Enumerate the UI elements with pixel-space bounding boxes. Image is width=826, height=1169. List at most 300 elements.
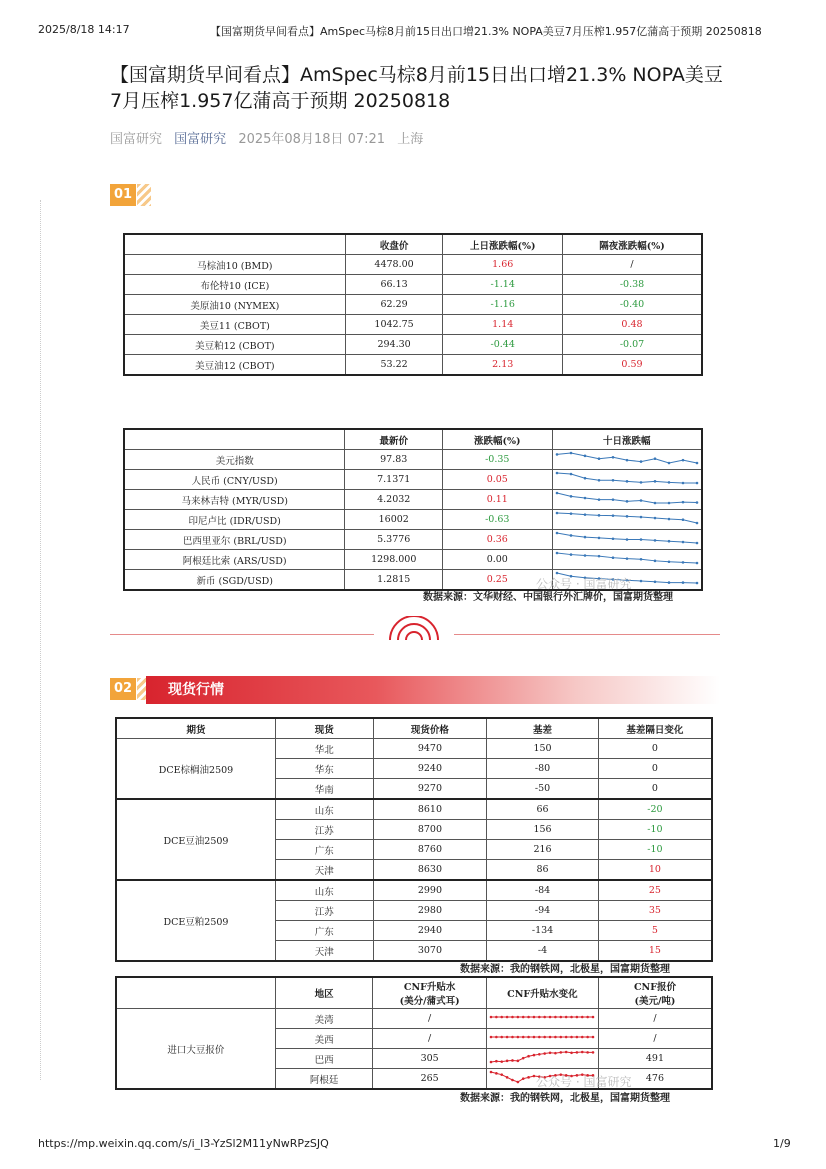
pct-change: -0.35 bbox=[443, 450, 552, 470]
article-title: 【国富期货早间看点】AmSpec马棕8月前15日出口增21.3% NOPA美豆7月压榨1.957亿蒲高于预期 20250818 bbox=[110, 64, 723, 112]
sparkline-point bbox=[576, 1036, 579, 1039]
basis-change: 35 bbox=[598, 901, 712, 921]
sparkline-point bbox=[571, 1036, 574, 1039]
sparkline-path bbox=[557, 453, 697, 463]
col-header: 上日涨跌幅(%) bbox=[443, 234, 563, 255]
sparkline-point bbox=[667, 462, 670, 465]
cnf-premium: / bbox=[373, 1029, 487, 1049]
ten-day-sparkline bbox=[554, 490, 700, 506]
col-header: 现货价格 bbox=[373, 718, 487, 739]
overnight-change: 0.48 bbox=[563, 315, 703, 335]
spot-price: 9470 bbox=[373, 739, 487, 759]
table-row bbox=[116, 880, 712, 901]
sparkline-point bbox=[565, 1051, 568, 1054]
cnf-premium: 305 bbox=[373, 1049, 487, 1069]
sparkline-point bbox=[653, 502, 656, 505]
ten-day-sparkline bbox=[554, 550, 700, 566]
divider-right bbox=[454, 634, 720, 635]
spot-region: 山东 bbox=[275, 799, 373, 820]
instrument-name: 美原油10 (NYMEX) bbox=[124, 295, 345, 315]
col-header bbox=[124, 234, 345, 255]
spot-price: 2940 bbox=[373, 921, 487, 941]
sparkline-point bbox=[597, 479, 600, 482]
sparkline-point bbox=[611, 556, 614, 559]
close-price: 4478.00 bbox=[345, 255, 443, 275]
instrument-name: 美豆油12 (CBOT) bbox=[124, 355, 345, 376]
sparkline-point bbox=[639, 499, 642, 502]
spot-price: 9240 bbox=[373, 759, 487, 779]
currency-name: 美元指数 bbox=[124, 450, 345, 470]
basis-change: 0 bbox=[598, 759, 712, 779]
cnf-premium: 265 bbox=[373, 1069, 487, 1090]
sparkline-point bbox=[653, 517, 656, 520]
sparkline-point bbox=[506, 1016, 509, 1019]
col-header bbox=[124, 429, 345, 450]
spot-region: 山东 bbox=[275, 880, 373, 901]
sparkline-point bbox=[587, 1016, 590, 1019]
cnf-change-sparkline bbox=[488, 1009, 596, 1025]
spot-price: 8700 bbox=[373, 820, 487, 840]
col-header: CNF升贴水变化 bbox=[486, 977, 598, 1009]
sparkline-point bbox=[544, 1052, 547, 1055]
sparkline-point bbox=[611, 479, 614, 482]
overnight-change: -0.07 bbox=[563, 335, 703, 355]
sparkline-point bbox=[583, 497, 586, 500]
sparkline-point bbox=[495, 1060, 498, 1063]
pct-change: 0.00 bbox=[443, 550, 552, 570]
table-row bbox=[124, 355, 702, 376]
latest-price: 1.2815 bbox=[345, 570, 443, 591]
pct-change: -0.63 bbox=[443, 510, 552, 530]
sparkline-point bbox=[592, 1036, 595, 1039]
currency-name: 新币 (SGD/USD) bbox=[124, 570, 345, 591]
sparkline-point bbox=[667, 481, 670, 484]
basis-change: 5 bbox=[598, 921, 712, 941]
section-02-badge: 02 bbox=[110, 678, 136, 700]
basis: 66 bbox=[487, 799, 599, 820]
sparkline-point bbox=[528, 1055, 531, 1058]
section-01-badge: 01 bbox=[110, 184, 136, 206]
spot-table bbox=[115, 717, 713, 962]
sparkline-point bbox=[555, 472, 558, 475]
sparkline-point bbox=[549, 1036, 552, 1039]
ten-day-sparkline-cell bbox=[552, 490, 702, 510]
col-header: 现货 bbox=[275, 718, 373, 739]
spot-region: 天津 bbox=[275, 941, 373, 962]
watermark: 公众号 · 国富研究 bbox=[536, 577, 632, 591]
table-row bbox=[124, 530, 702, 550]
sparkline-point bbox=[555, 512, 558, 515]
sparkline-path bbox=[557, 533, 697, 543]
futures-contract: DCE豆粕2509 bbox=[116, 880, 275, 961]
sparkline-point bbox=[569, 553, 572, 556]
sparkline-point bbox=[569, 473, 572, 476]
sparkline-point bbox=[695, 501, 698, 504]
print-datetime: 2025/8/18 14:17 bbox=[38, 23, 130, 36]
ten-day-sparkline bbox=[554, 530, 700, 546]
sparkline-point bbox=[587, 1051, 590, 1054]
divider-left bbox=[110, 634, 374, 635]
prev-day-change: 1.14 bbox=[443, 315, 563, 335]
spot-price: 2990 bbox=[373, 880, 487, 901]
sparkline-point bbox=[555, 552, 558, 555]
table-row bbox=[124, 295, 702, 315]
sparkline-point bbox=[569, 512, 572, 515]
sparkline-point bbox=[560, 1036, 563, 1039]
sparkline-point bbox=[501, 1073, 504, 1076]
sparkline-point bbox=[549, 1016, 552, 1019]
sparkline-point bbox=[681, 459, 684, 462]
author: 国富研究 bbox=[110, 132, 163, 147]
section-01-stripe bbox=[137, 184, 151, 206]
latest-price: 7.1371 bbox=[345, 470, 443, 490]
ten-day-sparkline-cell bbox=[552, 450, 702, 470]
spot-region: 天津 bbox=[275, 860, 373, 881]
basis-change: 0 bbox=[598, 739, 712, 759]
sparkline-point bbox=[611, 514, 614, 517]
sparkline-point bbox=[560, 1016, 563, 1019]
pct-change: 0.11 bbox=[443, 490, 552, 510]
spot-price: 8610 bbox=[373, 799, 487, 820]
prev-day-change: -1.16 bbox=[443, 295, 563, 315]
sparkline-point bbox=[490, 1061, 493, 1064]
sparkline-point bbox=[625, 538, 628, 541]
sparkline-point bbox=[587, 1036, 590, 1039]
col-header bbox=[373, 977, 487, 1009]
divider-ornament-icon bbox=[386, 616, 442, 640]
instrument-name: 美豆11 (CBOT) bbox=[124, 315, 345, 335]
sparkline-point bbox=[569, 534, 572, 537]
col-header: 基差 bbox=[487, 718, 599, 739]
sparkline-point bbox=[667, 518, 670, 521]
data-source-3: 数据来源：我的钢铁网，北极星，国富期货整理 bbox=[460, 1093, 670, 1104]
col-header-line2: (美元/吨) bbox=[634, 996, 676, 1007]
currency-name: 人民币 (CNY/USD) bbox=[124, 470, 345, 490]
sparkline-point bbox=[681, 541, 684, 544]
sparkline-point bbox=[555, 492, 558, 495]
sparkline-point bbox=[667, 581, 670, 584]
col-header: 十日涨跌幅 bbox=[552, 429, 702, 450]
sparkline-point bbox=[555, 572, 558, 575]
spot-region: 华东 bbox=[275, 759, 373, 779]
basis-change: 0 bbox=[598, 779, 712, 800]
cnf-change-sparkline-cell bbox=[486, 1049, 598, 1069]
sparkline-point bbox=[490, 1036, 493, 1039]
spot-region: 江苏 bbox=[275, 820, 373, 840]
sparkline-point bbox=[555, 1052, 558, 1055]
cnf-change-sparkline bbox=[488, 1029, 596, 1045]
sparkline-point bbox=[565, 1016, 568, 1019]
basis: -84 bbox=[487, 880, 599, 901]
sparkline-point bbox=[592, 1051, 595, 1054]
sparkline-point bbox=[592, 1016, 595, 1019]
col-header-empty bbox=[116, 977, 275, 1009]
table-row bbox=[124, 510, 702, 530]
instrument-name: 布伦特10 (ICE) bbox=[124, 275, 345, 295]
sparkline-point bbox=[597, 555, 600, 558]
col-header: 隔夜涨跌幅(%) bbox=[563, 234, 703, 255]
sparkline-point bbox=[571, 1051, 574, 1054]
sparkline-point bbox=[681, 501, 684, 504]
basis: -94 bbox=[487, 901, 599, 921]
sparkline-point bbox=[681, 518, 684, 521]
close-price: 294.30 bbox=[345, 335, 443, 355]
left-guide-line bbox=[40, 200, 42, 1080]
sparkline-point bbox=[571, 1016, 574, 1019]
futures-contract: DCE豆油2509 bbox=[116, 799, 275, 880]
spot-region: 华南 bbox=[275, 779, 373, 800]
sparkline-point bbox=[565, 1036, 568, 1039]
sparkline-point bbox=[625, 500, 628, 503]
sparkline-point bbox=[569, 452, 572, 455]
sparkline-point bbox=[560, 1051, 563, 1054]
sparkline-point bbox=[501, 1016, 504, 1019]
table-row bbox=[116, 739, 712, 759]
basis-change: -20 bbox=[598, 799, 712, 820]
col-header: 期货 bbox=[116, 718, 275, 739]
sparkline-point bbox=[538, 1016, 541, 1019]
sparkline-point bbox=[625, 557, 628, 560]
sparkline-point bbox=[581, 1036, 584, 1039]
col-header bbox=[598, 977, 712, 1009]
table-row bbox=[116, 1009, 712, 1029]
sparkline-point bbox=[639, 580, 642, 583]
sparkline-point bbox=[569, 495, 572, 498]
sparkline-point bbox=[597, 498, 600, 501]
close-price: 62.29 bbox=[345, 295, 443, 315]
sparkline-point bbox=[695, 482, 698, 485]
article-meta bbox=[110, 128, 423, 147]
prev-day-change: 1.66 bbox=[443, 255, 563, 275]
quote-group: 进口大豆报价 bbox=[116, 1009, 275, 1090]
latest-price: 97.83 bbox=[345, 450, 443, 470]
table-row bbox=[124, 550, 702, 570]
basis: -134 bbox=[487, 921, 599, 941]
region: 阿根廷 bbox=[275, 1069, 373, 1090]
sparkline-point bbox=[522, 1016, 525, 1019]
basis: 150 bbox=[487, 739, 599, 759]
basis-change: 25 bbox=[598, 880, 712, 901]
sparkline-point bbox=[544, 1016, 547, 1019]
sparkline-point bbox=[695, 562, 698, 565]
sparkline-point bbox=[533, 1016, 536, 1019]
sparkline-point bbox=[667, 540, 670, 543]
currency-name: 阿根廷比索 (ARS/USD) bbox=[124, 550, 345, 570]
col-header-line1: CNF报价 bbox=[633, 982, 676, 993]
cnf-change-sparkline bbox=[488, 1049, 596, 1065]
prev-day-change: -1.14 bbox=[443, 275, 563, 295]
sparkline-point bbox=[533, 1054, 536, 1057]
latest-price: 1298.000 bbox=[345, 550, 443, 570]
sparkline-point bbox=[625, 515, 628, 518]
sparkline-point bbox=[653, 457, 656, 460]
basis-change: 10 bbox=[598, 860, 712, 881]
sparkline-point bbox=[639, 460, 642, 463]
overnight-change: -0.40 bbox=[563, 295, 703, 315]
sparkline-point bbox=[512, 1036, 515, 1039]
sparkline-point bbox=[583, 536, 586, 539]
sparkline-point bbox=[597, 514, 600, 517]
sparkline-point bbox=[501, 1036, 504, 1039]
spot-region: 广东 bbox=[275, 840, 373, 860]
sparkline-point bbox=[538, 1036, 541, 1039]
cnf-price: 476 bbox=[598, 1069, 712, 1090]
data-source-1: 数据来源：文华财经、中国银行外汇牌价，国富期货整理 bbox=[423, 592, 673, 603]
sparkline-point bbox=[639, 516, 642, 519]
col-header-line1: CNF升贴水 bbox=[403, 982, 456, 993]
sparkline-point bbox=[639, 538, 642, 541]
sparkline-point bbox=[625, 480, 628, 483]
sparkline-point bbox=[583, 513, 586, 516]
basis: -50 bbox=[487, 779, 599, 800]
cnf-change-sparkline-cell bbox=[486, 1029, 598, 1049]
latest-price: 16002 bbox=[345, 510, 443, 530]
sparkline-point bbox=[667, 502, 670, 505]
sparkline-point bbox=[695, 582, 698, 585]
sparkline-point bbox=[695, 462, 698, 465]
basis-change: -10 bbox=[598, 820, 712, 840]
section-02-title: 现货行情 bbox=[168, 682, 224, 698]
close-price: 53.22 bbox=[345, 355, 443, 376]
sparkline-point bbox=[522, 1057, 525, 1060]
basis-change: 15 bbox=[598, 941, 712, 962]
sparkline-point bbox=[506, 1060, 509, 1063]
sparkline-point bbox=[653, 581, 656, 584]
pct-change: 0.36 bbox=[443, 530, 552, 550]
cnf-price: / bbox=[598, 1009, 712, 1029]
currency-name: 马来林吉特 (MYR/USD) bbox=[124, 490, 345, 510]
spot-region: 江苏 bbox=[275, 901, 373, 921]
latest-price: 5.3776 bbox=[345, 530, 443, 550]
col-header: 涨跌幅(%) bbox=[443, 429, 552, 450]
sparkline-point bbox=[533, 1036, 536, 1039]
close-price: 66.13 bbox=[345, 275, 443, 295]
fx-table bbox=[123, 428, 703, 591]
sparkline-point bbox=[597, 457, 600, 460]
sparkline-point bbox=[667, 560, 670, 563]
prev-day-change: -0.44 bbox=[443, 335, 563, 355]
overnight-change: -0.38 bbox=[563, 275, 703, 295]
table-row bbox=[124, 315, 702, 335]
basis: -4 bbox=[487, 941, 599, 962]
page-number: 1/9 bbox=[773, 1137, 791, 1150]
region: 美湾 bbox=[275, 1009, 373, 1029]
ten-day-sparkline bbox=[554, 450, 700, 466]
sparkline-point bbox=[611, 537, 614, 540]
table-row bbox=[124, 450, 702, 470]
sparkline-point bbox=[517, 1081, 520, 1084]
instrument-name: 马棕油10 (BMD) bbox=[124, 255, 345, 275]
basis: 216 bbox=[487, 840, 599, 860]
sparkline-point bbox=[522, 1036, 525, 1039]
ten-day-sparkline bbox=[554, 510, 700, 526]
ten-day-sparkline-cell bbox=[552, 510, 702, 530]
spot-price: 8760 bbox=[373, 840, 487, 860]
publish-location: 上海 bbox=[397, 132, 424, 147]
ten-day-sparkline-cell bbox=[552, 530, 702, 550]
pct-change: 0.25 bbox=[443, 570, 552, 591]
sparkline-point bbox=[512, 1079, 515, 1082]
col-header: 基差隔日变化 bbox=[598, 718, 712, 739]
table-row bbox=[124, 335, 702, 355]
page-url[interactable]: https://mp.weixin.qq.com/s/i_I3-YzSl2M11yNwRPzSJQ bbox=[38, 1137, 329, 1150]
sparkline-point bbox=[681, 561, 684, 564]
currency-name: 印尼卢比 (IDR/USD) bbox=[124, 510, 345, 530]
sparkline-point bbox=[495, 1016, 498, 1019]
sparkline-path bbox=[557, 513, 697, 523]
sparkline-point bbox=[522, 1077, 525, 1080]
prev-day-change: 2.13 bbox=[443, 355, 563, 376]
overnight-change: 0.59 bbox=[563, 355, 703, 376]
cnf-price: 491 bbox=[598, 1049, 712, 1069]
sparkline-point bbox=[528, 1076, 531, 1079]
sparkline-point bbox=[555, 532, 558, 535]
sparkline-point bbox=[495, 1036, 498, 1039]
basis: -80 bbox=[487, 759, 599, 779]
account-link[interactable]: 国富研究 bbox=[174, 132, 227, 147]
sparkline-point bbox=[490, 1016, 493, 1019]
ten-day-sparkline-cell bbox=[552, 550, 702, 570]
sparkline-point bbox=[581, 1016, 584, 1019]
sparkline-point bbox=[517, 1016, 520, 1019]
print-title: 【国富期货早间看点】AmSpec马棕8月前15日出口增21.3% NOPA美豆7月压榨1.957亿蒲高于预期 20250818 bbox=[210, 25, 762, 38]
table-row bbox=[124, 275, 702, 295]
cnf-change-sparkline-cell bbox=[486, 1009, 598, 1029]
pct-change: 0.05 bbox=[443, 470, 552, 490]
close-price: 1042.75 bbox=[345, 315, 443, 335]
sparkline-point bbox=[555, 1016, 558, 1019]
spot-price: 9270 bbox=[373, 779, 487, 800]
sparkline-point bbox=[639, 558, 642, 561]
cnf-price: / bbox=[598, 1029, 712, 1049]
sparkline-point bbox=[555, 1036, 558, 1039]
sparkline-point bbox=[695, 542, 698, 545]
sparkline-point bbox=[597, 537, 600, 540]
publish-date: 2025年08月18日 07:21 bbox=[238, 132, 386, 147]
sparkline-point bbox=[517, 1060, 520, 1063]
sparkline-point bbox=[583, 554, 586, 557]
region: 巴西 bbox=[275, 1049, 373, 1069]
sparkline-point bbox=[681, 581, 684, 584]
futures-contract: DCE棕榈油2509 bbox=[116, 739, 275, 800]
sparkline-point bbox=[576, 1016, 579, 1019]
spot-price: 3070 bbox=[373, 941, 487, 962]
ten-day-sparkline-cell bbox=[552, 470, 702, 490]
table-row bbox=[124, 490, 702, 510]
sparkline-point bbox=[528, 1016, 531, 1019]
region: 美西 bbox=[275, 1029, 373, 1049]
sparkline-point bbox=[653, 560, 656, 563]
col-header: 最新价 bbox=[345, 429, 443, 450]
sparkline-point bbox=[695, 522, 698, 525]
data-source-2: 数据来源：我的钢铁网，北极星，国富期货整理 bbox=[460, 964, 670, 975]
table-row bbox=[116, 799, 712, 820]
sparkline-point bbox=[512, 1016, 515, 1019]
sparkline-point bbox=[506, 1076, 509, 1079]
sparkline-point bbox=[653, 539, 656, 542]
sparkline-point bbox=[490, 1071, 493, 1074]
basis-change: -10 bbox=[598, 840, 712, 860]
col-header-line2: (美分/蒲式耳) bbox=[399, 996, 460, 1007]
sparkline-point bbox=[653, 480, 656, 483]
sparkline-point bbox=[639, 481, 642, 484]
sparkline-point bbox=[583, 477, 586, 480]
spot-price: 8630 bbox=[373, 860, 487, 881]
sparkline-point bbox=[512, 1059, 515, 1062]
sparkline-point bbox=[611, 498, 614, 501]
col-header: 地区 bbox=[275, 977, 373, 1009]
sparkline-point bbox=[501, 1060, 504, 1063]
